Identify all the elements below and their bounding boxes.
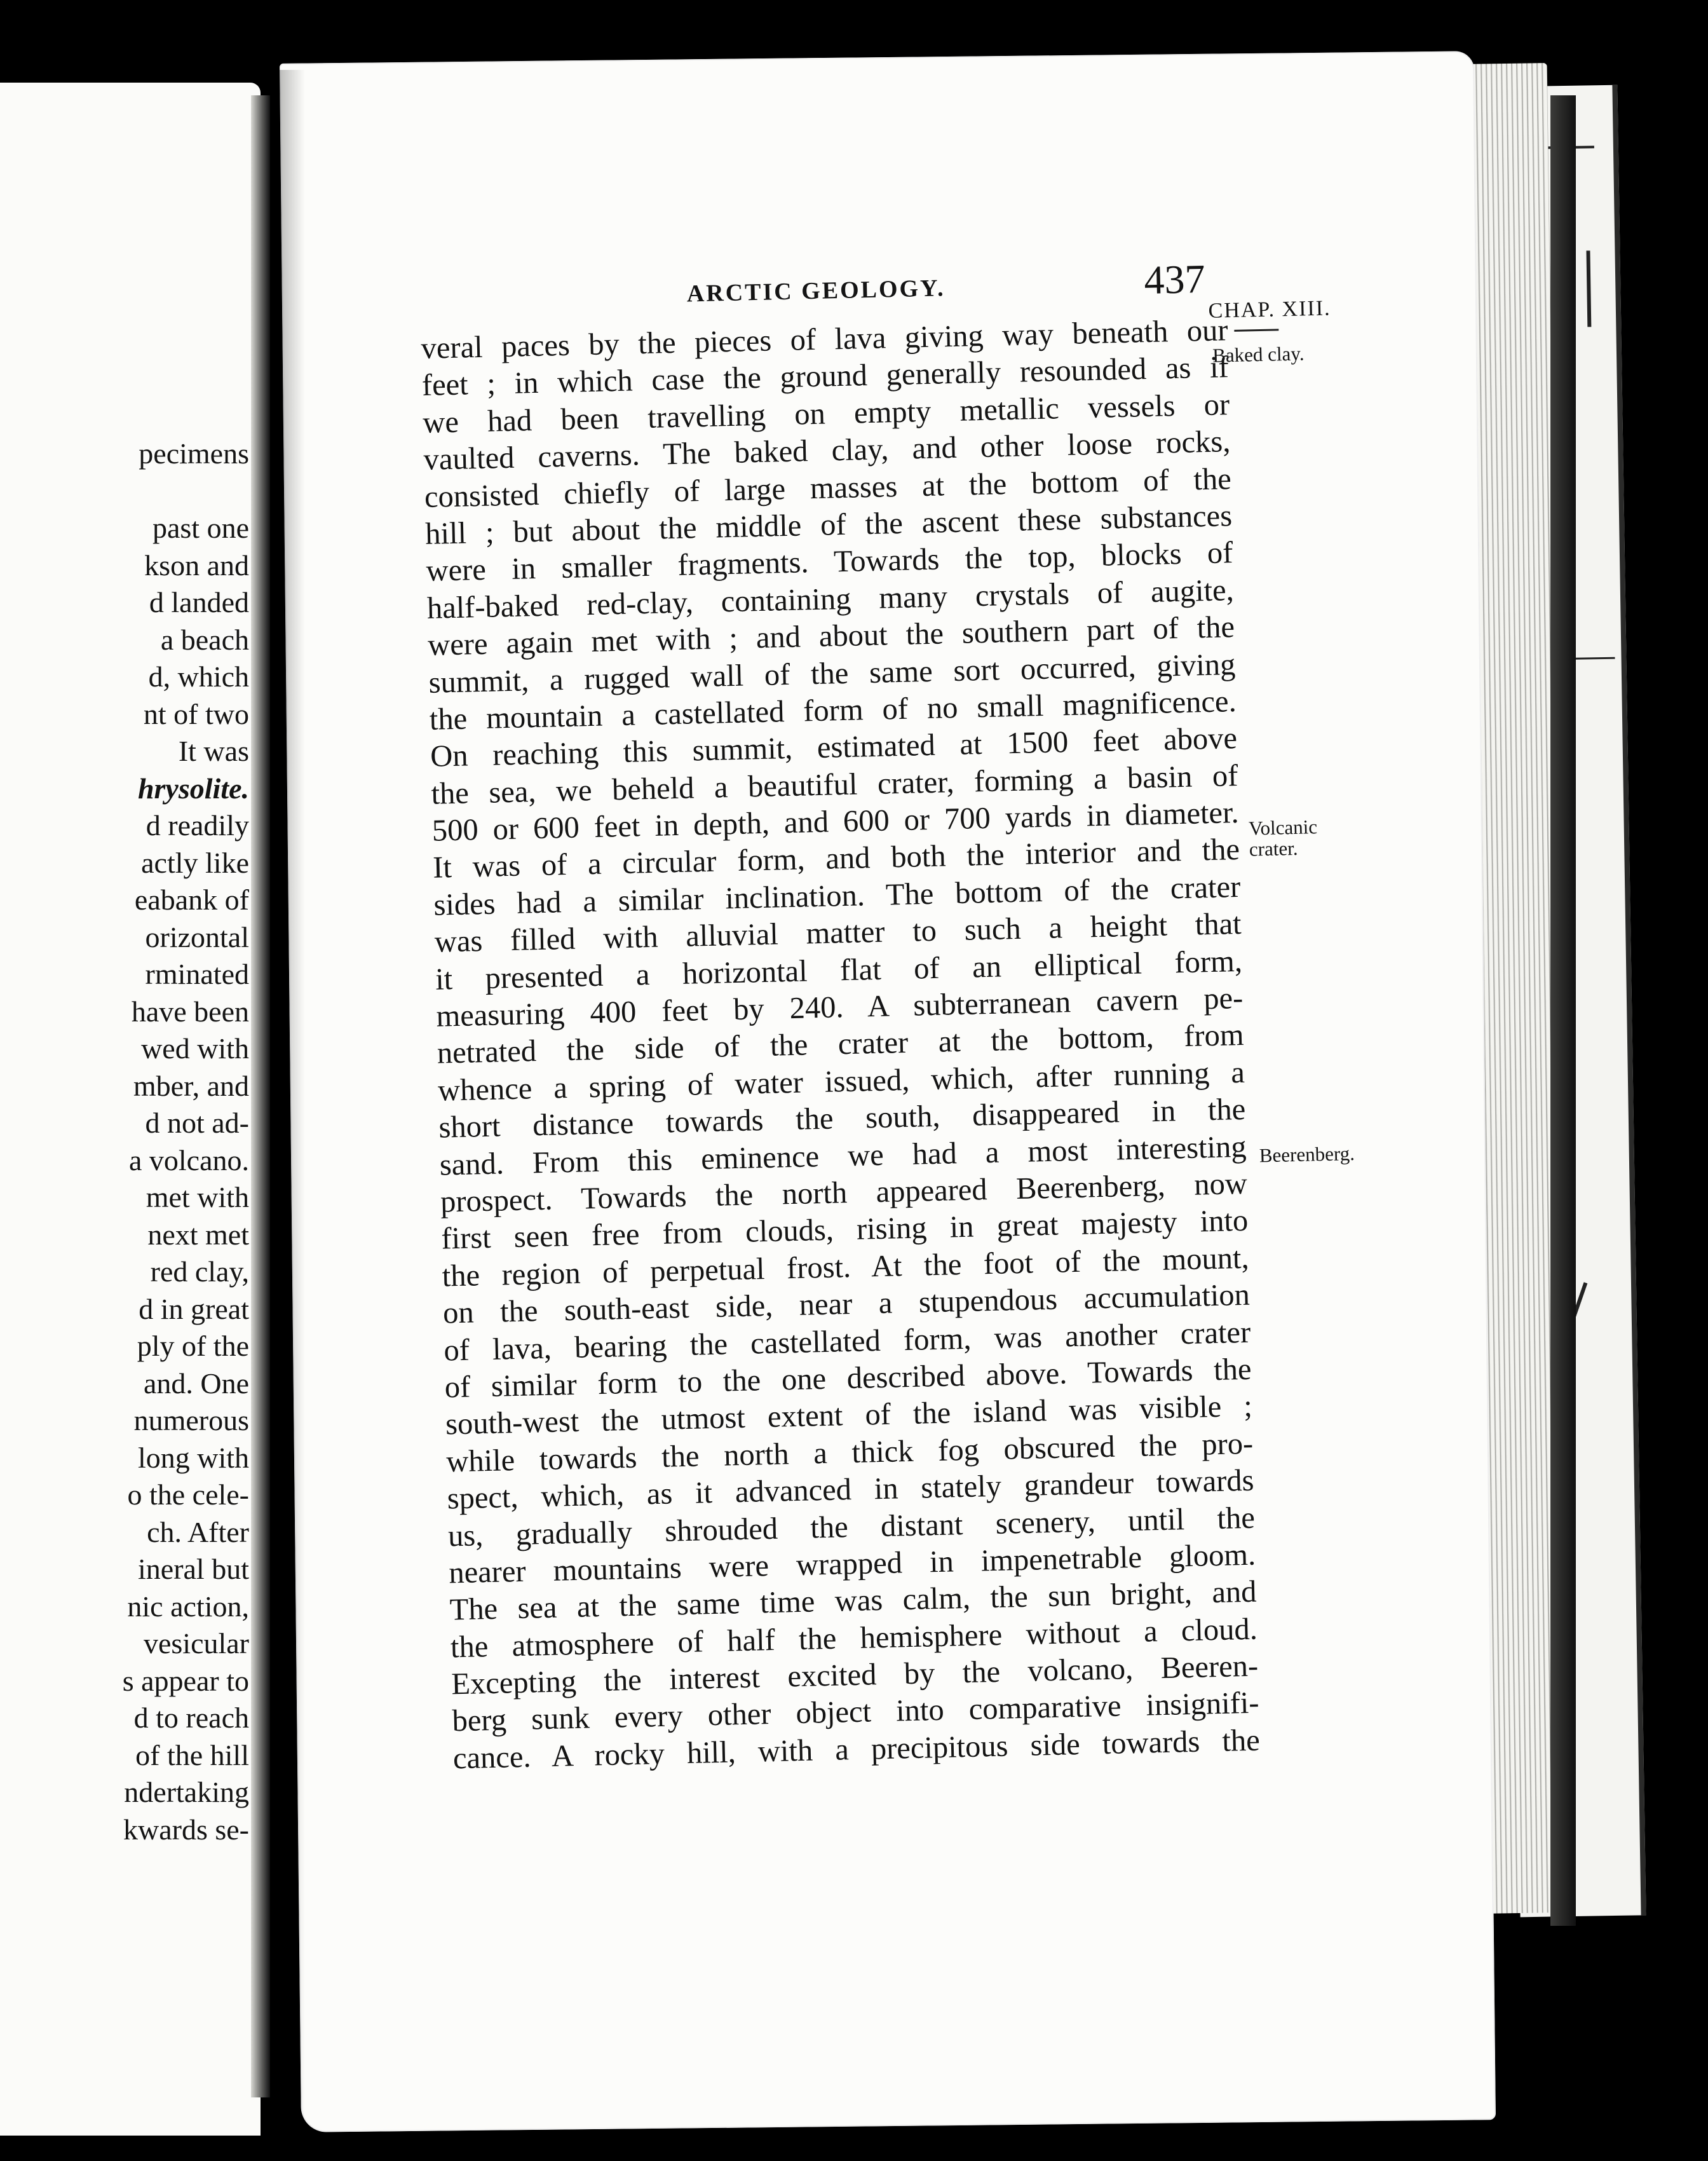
body-line: of lava, bearing the castellated form, was another crater xyxy=(443,1315,1251,1368)
facing-page-line: d to reach xyxy=(133,1701,249,1734)
page-number: 437 xyxy=(1143,256,1206,303)
facing-page-line: have been xyxy=(131,995,249,1028)
body-line: spect, which, as it advanced in stately grandeur towards xyxy=(447,1463,1255,1516)
sidenote-volcanic: Volcanic xyxy=(1248,815,1318,840)
facing-page-line: ch. After xyxy=(147,1515,249,1548)
facing-page-line: kwards se- xyxy=(123,1813,249,1846)
facing-page-line: ndertaking xyxy=(124,1776,249,1808)
facing-page-line: next met xyxy=(147,1218,249,1251)
facing-page-line: and. One xyxy=(143,1367,249,1400)
body-line: half-baked red-clay, containing many crystals of augite, xyxy=(426,573,1235,625)
spine-shadow xyxy=(280,70,305,2129)
body-line: the mountain a castellated form of no small magnificence. xyxy=(429,684,1237,737)
sidenote-beerenberg: Beerenberg. xyxy=(1259,1142,1355,1167)
facing-page-line: pecimens xyxy=(139,437,249,470)
body-line: sides had a similar inclination. The bottom of the crater xyxy=(433,869,1241,922)
body-line: 500 or 600 feet in depth, and 600 or 700 yards in diameter. xyxy=(431,796,1240,848)
facing-page-line: nt of two xyxy=(143,697,249,730)
facing-page-line: rminated xyxy=(145,958,249,990)
body-line: cance. A rocky hill, with a precipitous side towards the xyxy=(452,1723,1261,1776)
body-line: south-west the utmost extent of the island was visible ; xyxy=(445,1389,1253,1442)
body-line: netrated the side of the crater at the bottom, from xyxy=(437,1018,1245,1071)
body-line: were in smaller fragments. Towards the top, blocks of xyxy=(426,536,1233,589)
facing-page-line: It was xyxy=(178,735,249,767)
facing-page-line: red clay, xyxy=(150,1255,249,1288)
body-line: Excepting the interest excited by the volcano, Beeren- xyxy=(451,1649,1259,1701)
body-line: vaulted caverns. The baked clay, and other loose rocks, xyxy=(423,425,1231,477)
facing-page-line: o the cele- xyxy=(127,1478,249,1511)
facing-page-line: past one xyxy=(152,512,249,544)
body-line: measuring 400 feet by 240. A subterranean cavern pe- xyxy=(435,981,1244,1033)
facing-page-line: mber, and xyxy=(133,1069,249,1102)
facing-page-line: d not ad- xyxy=(145,1107,249,1139)
body-line: hill ; but about the middle of the ascent these substances xyxy=(424,499,1233,551)
facing-page-line: d landed xyxy=(149,586,249,618)
facing-page-line: ineral but xyxy=(138,1553,249,1585)
body-line: short distance towards the south, disappeared in the xyxy=(438,1093,1246,1145)
facing-page xyxy=(0,83,261,2136)
facing-page-line: vesicular xyxy=(143,1627,249,1660)
body-line: prospect. Towards the north appeared Beerenberg, now xyxy=(440,1166,1248,1219)
body-line: was filled with alluvial matter to such a height that xyxy=(434,907,1242,959)
body-line: while towards the north a thick fog obscured the pro- xyxy=(445,1426,1254,1479)
facing-page-line: nic action, xyxy=(127,1590,249,1623)
facing-page-text xyxy=(0,435,249,1848)
body-line: the region of perpetual frost. At the foot of the mount, xyxy=(442,1241,1250,1293)
page-edge-shadow xyxy=(1550,95,1576,1926)
body-line: sand. From this eminence we had a most interesting xyxy=(439,1129,1247,1182)
facing-page-line: long with xyxy=(137,1441,249,1474)
body-line: nearer mountains were wrapped in impenetrable gloom. xyxy=(448,1537,1256,1590)
facing-page-line: kson and xyxy=(144,549,249,582)
body-line: on the south-east side, near a stupendous accumulation xyxy=(442,1278,1250,1330)
facing-page-line: of the hill xyxy=(135,1738,249,1771)
sidenote-chapter: CHAP. XIII. xyxy=(1208,296,1331,323)
body-line: first seen free from clouds, rising in great majesty into xyxy=(440,1204,1249,1256)
body-line: of similar form to the one described above. Towards the xyxy=(444,1352,1252,1405)
facing-page-line: ply of the xyxy=(137,1330,249,1362)
body-line: veral paces by the pieces of lava giving way beneath our xyxy=(421,313,1228,365)
body-line: were again met with ; and about the southern part of the xyxy=(427,610,1235,662)
sidenote-baked-clay: Baked clay. xyxy=(1212,342,1305,367)
facing-page-line: actly like xyxy=(141,846,249,879)
page-content xyxy=(419,254,1355,1778)
body-line: The sea at the same time was calm, the sun bright, and xyxy=(449,1574,1257,1627)
facing-page-line: a beach xyxy=(160,623,249,656)
facing-page-line: wed with xyxy=(141,1032,249,1065)
facing-page-line: s appear to xyxy=(122,1664,249,1697)
facing-page-line: orizontal xyxy=(145,920,249,953)
body-line: summit, a rugged wall of the same sort occurred, giving xyxy=(428,647,1236,700)
body-line: us, gradually shrouded the distant scenery, until the xyxy=(447,1501,1256,1553)
facing-page-line: numerous xyxy=(133,1404,249,1436)
facing-page-line: eabank of xyxy=(134,883,249,916)
body-line: whence a spring of water issued, which, after running a xyxy=(437,1055,1245,1108)
body-line: On reaching this summit, estimated at 1500 feet above xyxy=(430,721,1238,774)
body-line: we had been travelling on empty metallic vessels or xyxy=(422,387,1230,440)
body-line: it presented a horizontal flat of an elliptical form, xyxy=(435,944,1243,997)
facing-page-line: met with xyxy=(146,1181,249,1213)
body-line: It was of a circular form, and both the interior and the xyxy=(432,833,1240,885)
sidenote-crater: crater. xyxy=(1249,836,1298,861)
facing-page-line: d, which xyxy=(148,660,249,693)
gutter-shadow xyxy=(251,95,270,2097)
running-title: ARCTIC GEOLOGY. xyxy=(686,275,946,308)
body-line: berg sunk every other object into comparative insignifi- xyxy=(452,1686,1259,1738)
facing-page-line: hrysolite. xyxy=(137,772,249,805)
facing-page-line: d readily xyxy=(146,809,249,842)
body-line: consisted chiefly of large masses at the bottom of the xyxy=(424,461,1232,514)
body-line: the sea, we beheld a beautiful crater, forming a basin of xyxy=(430,758,1238,811)
body-line: feet ; in which case the ground generally resounded as if xyxy=(421,350,1230,403)
board-mark xyxy=(1586,250,1591,327)
facing-page-line: a volcano. xyxy=(128,1143,249,1176)
body-line: the atmosphere of half the hemisphere without a cloud. xyxy=(450,1612,1258,1665)
body-text xyxy=(421,311,1305,1778)
facing-page-line xyxy=(0,473,249,510)
facing-page-line: d in great xyxy=(139,1292,249,1325)
